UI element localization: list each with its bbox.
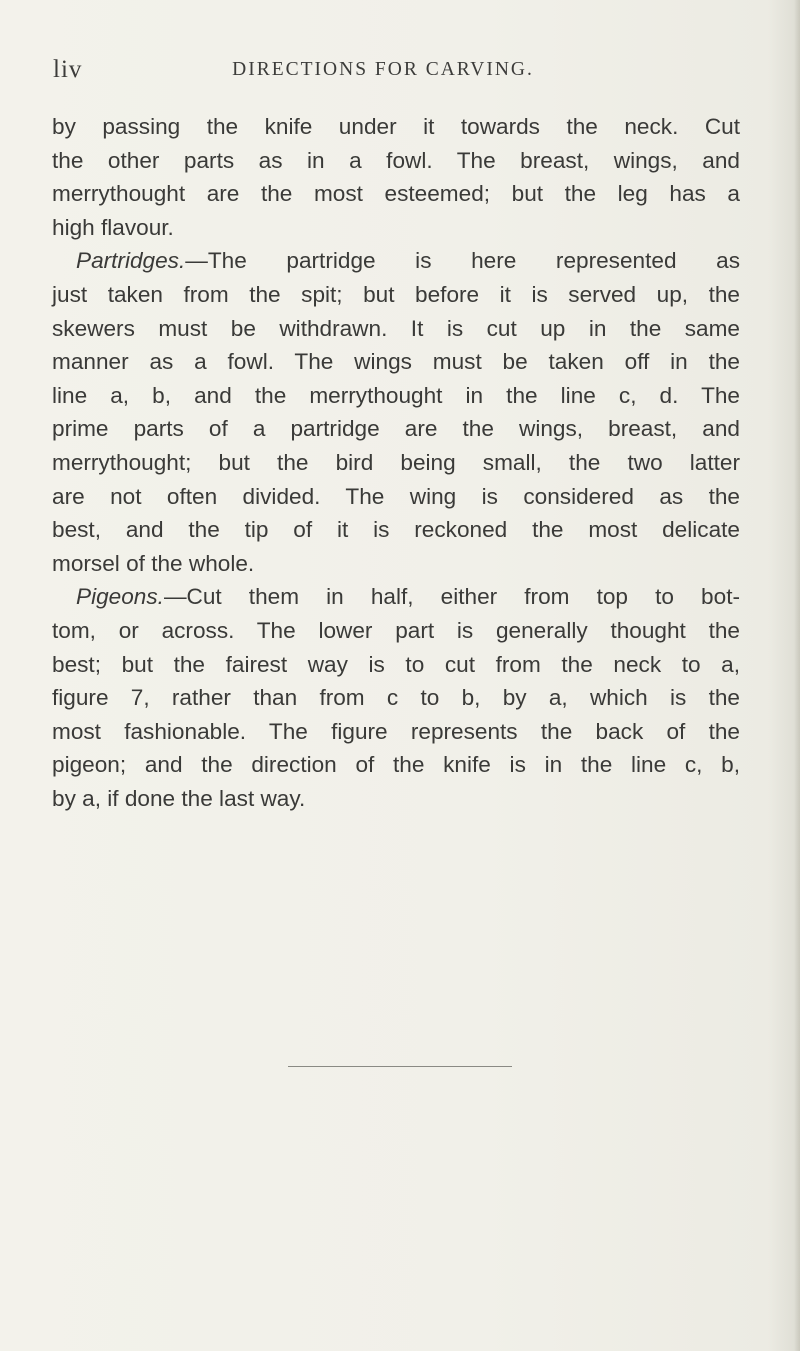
page-number: liv — [53, 56, 83, 83]
text-line: most fashionable. The figure represents the back of the — [52, 718, 740, 744]
running-title: DIRECTIONS FOR CARVING. — [232, 59, 534, 80]
section-heading-pigeons: Pigeons. — [76, 584, 164, 610]
text-line: high flavour. — [52, 214, 174, 240]
text-line: merrythought; but the bird being small, the two latter — [52, 449, 740, 475]
text-line: figure 7, rather than from c to b, by a, which is the — [52, 685, 740, 711]
body-text — [52, 110, 740, 815]
text-line: —Cut them in half, either from top to bot- — [163, 584, 740, 610]
text-line: by a, if done the last way. — [52, 785, 306, 811]
text-line: manner as a fowl. The wings must be taken off in the — [52, 349, 740, 375]
closing-rule — [288, 1066, 512, 1067]
text-line: line a, b, and the merrythought in the line c, d. The — [52, 382, 740, 408]
section-heading-partridges: Partridges. — [76, 248, 186, 274]
page-edge-shadow — [794, 0, 800, 1351]
text-line: pigeon; and the direction of the knife is in the line c, b, — [52, 752, 740, 778]
text-line: tom, or across. The lower part is generally thought the — [52, 617, 740, 643]
text-line: best; but the fairest way is to cut from the neck to a, — [52, 651, 740, 677]
text-line: just taken from the spit; but before it is served up, the — [52, 281, 740, 307]
text-line: are not often divided. The wing is considered as the — [52, 483, 740, 509]
paragraph-start-pigeons — [52, 580, 740, 614]
paragraph-start-partridges — [52, 244, 740, 278]
text-line: skewers must be withdrawn. It is cut up in the same — [52, 315, 740, 341]
running-head — [53, 56, 733, 86]
text-line: merrythought are the most esteemed; but the leg has a — [52, 181, 740, 207]
text-line: by passing the knife under it towards the neck. Cut — [52, 114, 740, 139]
text-line: morsel of the whole. — [52, 550, 255, 576]
text-line: prime parts of a partridge are the wings, breast, and — [52, 416, 740, 442]
text-line: —The partridge is here represented as — [185, 248, 740, 274]
text-line: best, and the tip of it is reckoned the most delicate — [52, 517, 740, 543]
text-line: the other parts as in a fowl. The breast, wings, and — [52, 147, 740, 173]
